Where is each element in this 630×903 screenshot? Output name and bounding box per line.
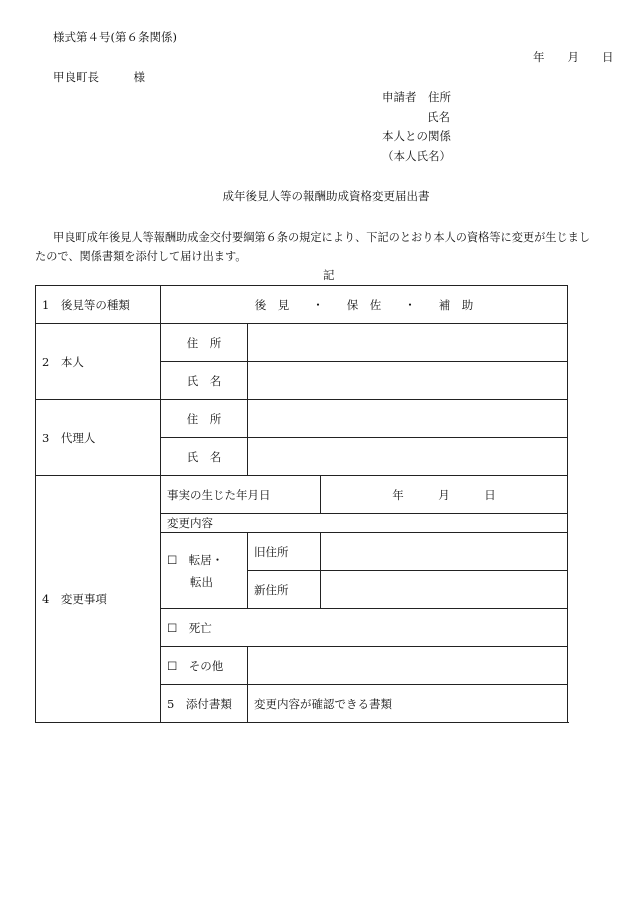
agent-name-label: 氏 名	[161, 438, 248, 476]
fact-date-label: 事実の生じた年月日	[161, 476, 321, 514]
guardian-type-options: 後 見 ・ 保 佐 ・ 補 助	[161, 286, 568, 324]
date-line: 年 月 日	[533, 50, 614, 64]
principal-name-label: （本人氏名）	[382, 149, 451, 163]
move-checkbox-label[interactable]: ☐ 転居・	[167, 552, 224, 567]
table-row	[36, 286, 568, 324]
principal-address-label: 住 所	[161, 324, 248, 362]
new-address-label: 新住所	[248, 571, 321, 609]
agent-address-label: 住 所	[161, 400, 248, 438]
agent-label: 3 代理人	[36, 400, 161, 476]
table-row	[36, 400, 568, 438]
table-row	[36, 324, 568, 362]
move-out-label: 転出	[167, 574, 213, 589]
addressee: 甲良町長 様	[53, 70, 145, 84]
attachments-value: 変更内容が確認できる書類	[248, 685, 568, 723]
old-address-field[interactable]	[321, 533, 568, 571]
relation-label: 本人との関係	[382, 129, 451, 143]
other-field[interactable]	[248, 647, 568, 685]
death-checkbox-label[interactable]: ☐ 死亡	[161, 609, 568, 647]
form-number: 様式第４号(第６条関係)	[53, 30, 177, 44]
change-form-table	[35, 285, 568, 723]
principal-address-field[interactable]	[248, 324, 568, 362]
old-address-label: 旧住所	[248, 533, 321, 571]
principal-label: 2 本人	[36, 324, 161, 400]
applicant-address-label: 申請者 住所	[382, 90, 451, 104]
new-address-field[interactable]	[321, 571, 568, 609]
agent-address-field[interactable]	[248, 400, 568, 438]
attachments-label: 5 添付書類	[161, 685, 248, 723]
other-checkbox-label[interactable]: ☐ その他	[161, 647, 248, 685]
change-content-label: 変更内容	[161, 514, 568, 533]
ki-label: 記	[323, 268, 335, 282]
body-text-line1: 甲良町成年後見人等報酬助成金交付要綱第６条の規定により、下記のとおり本人の資格等に変更が生じまし	[53, 231, 591, 244]
principal-name-field[interactable]	[248, 362, 568, 400]
change-items-label: 4 変更事項	[36, 476, 161, 723]
fact-date-field[interactable]: 年 月 日	[321, 476, 568, 514]
table-row	[36, 476, 568, 514]
applicant-name-label: 氏名	[427, 110, 450, 124]
move-checkbox-cell[interactable]	[161, 533, 248, 609]
body-text-line2: たので、関係書類を添付して届け出ます。	[35, 250, 247, 263]
document-title: 成年後見人等の報酬助成資格変更届出書	[222, 189, 430, 203]
principal-name-label: 氏 名	[161, 362, 248, 400]
guardian-type-label: 1 後見等の種類	[36, 286, 161, 324]
agent-name-field[interactable]	[248, 438, 568, 476]
